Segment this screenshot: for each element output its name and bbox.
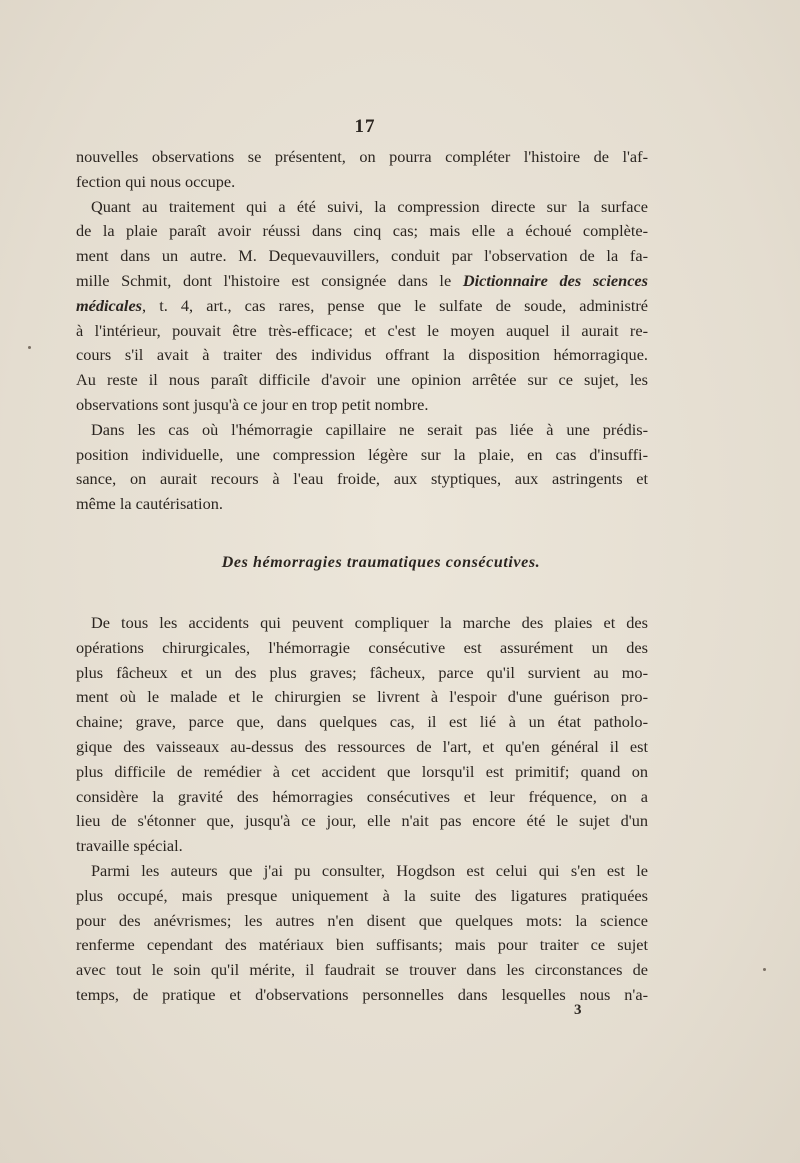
paper-speck	[763, 968, 766, 971]
text-line: opérations chirurgicales, l'hémorragie consécutive est assurément un des	[76, 637, 648, 657]
text-line: gique des vaisseaux au-dessus des ressources de l'art, et qu'en général il est	[76, 736, 648, 756]
text-line: plus difficile de remédier à cet accident que lorsqu'il est primitif; quand on	[76, 761, 648, 781]
text-line: renferme cependant des matériaux bien suffisants; mais pour traiter ce sujet	[76, 935, 648, 955]
text-line: nouvelles observations se présentent, on pourra compléter l'histoire de l'af-	[76, 147, 648, 166]
text-line: Parmi les auteurs que j'ai pu consulter, Hogdson est celui qui s'en est le	[91, 860, 648, 880]
text-line: cours s'il avait à traiter des individus offrant la disposition hémorragique.	[76, 345, 648, 365]
text-line: observations sont jusqu'à ce jour en trop petit nombre.	[76, 394, 429, 414]
text-line: fection qui nous occupe.	[76, 171, 236, 191]
text-line: avec tout le soin qu'il mérite, il faudrait se trouver dans les circonstances de	[76, 960, 648, 980]
text-line: De tous les accidents qui peuvent compliquer la marche des plaies et des	[91, 613, 648, 632]
section-heading: Des hémorragies traumatiques consécutives.	[221, 554, 541, 571]
text-span: mille Schmit, dont l'histoire est consignée dans le	[76, 270, 452, 290]
text-line: même la cautérisation.	[76, 494, 223, 514]
text-line: ment dans un autre. M. Dequevauvillers, conduit par l'observation de la fa-	[76, 246, 648, 266]
text-line: Au reste il nous paraît difficile d'avoir une opinion arrêtée sur ce sujet, les	[76, 370, 648, 390]
text-line: plus occupé, mais presque uniquement à la suite des ligatures pratiquées	[76, 885, 648, 905]
dictionary-title: Dictionnaire des sciences	[462, 270, 648, 290]
text-line: travaille spécial.	[76, 836, 183, 856]
text-line: de la plaie paraît avoir réussi dans cinq cas; mais elle a échoué complète-	[76, 221, 648, 241]
text-line: temps, de pratique et d'observations personnelles dans lesquelles nous n'a-	[76, 984, 648, 1004]
text-line: Quant au traitement qui a été suivi, la compression directe sur la surface	[91, 196, 648, 216]
text-line	[76, 294, 648, 319]
text-line: lieu de s'étonner que, jusqu'à ce jour, elle n'ait pas encore été le sujet d'un	[76, 811, 648, 831]
dictionary-title-continued: médicales	[76, 295, 143, 315]
text-line: chaine; grave, parce que, dans quelques cas, il est lié à un état patholo-	[76, 712, 648, 732]
paragraph-block-1	[76, 145, 648, 517]
paper-speck	[28, 346, 31, 349]
text-line: sance, on aurait recours à l'eau froide, aux styptiques, aux astringents et	[76, 469, 648, 489]
page-number: 17	[354, 116, 376, 137]
text-line: à l'intérieur, pouvait être très-efficace; et c'est le moyen auquel il aurait re-	[76, 320, 648, 340]
text-line: Dans les cas où l'hémorragie capillaire ne serait pas liée à une prédis-	[91, 419, 648, 439]
signature-mark: 3	[574, 1002, 582, 1018]
text-span: , t. 4, art., cas rares, pense que le sulfate de soude, administré	[142, 295, 648, 315]
text-line	[76, 269, 648, 294]
text-line: plus fâcheux et un des plus graves; fâcheux, parce qu'il survient au mo-	[76, 662, 648, 682]
text-line: position individuelle, une compression légère sur la plaie, en cas d'insuffi-	[76, 444, 648, 464]
paragraph-block-2	[76, 611, 648, 1008]
text-line: ment où le malade et le chirurgien se livrent à l'espoir d'une guérison pro-	[76, 687, 648, 707]
text-line: pour des anévrismes; les autres n'en disent que quelques mots: la science	[76, 910, 648, 930]
text-line: considère la gravité des hémorragies consécutives et leur fréquence, on a	[76, 786, 648, 806]
